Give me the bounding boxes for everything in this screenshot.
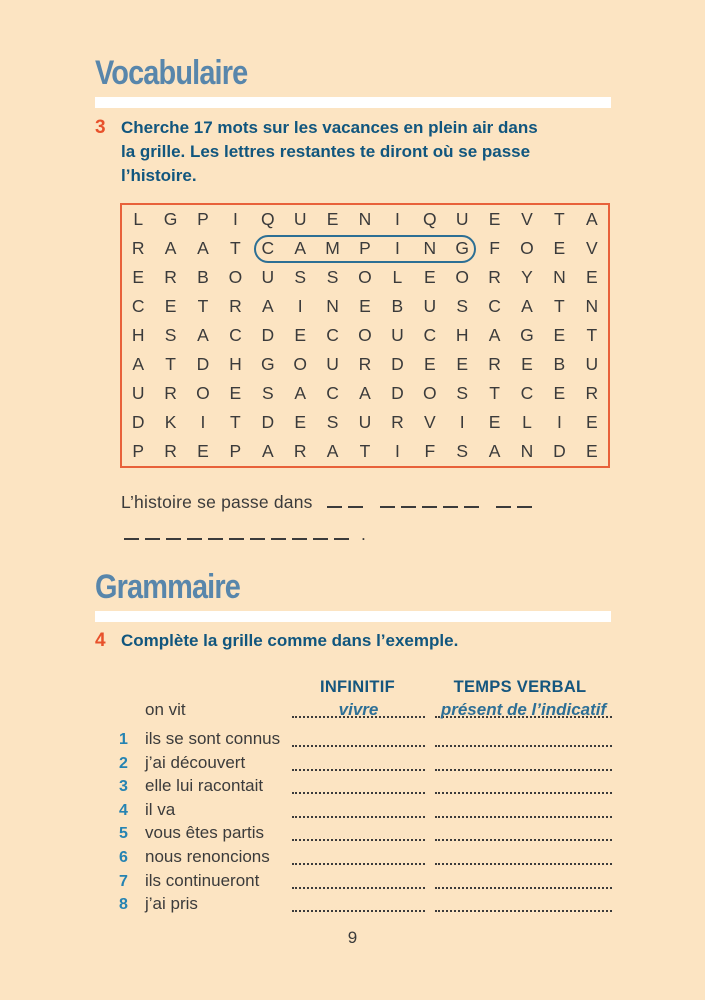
grid-letter: U (131, 383, 145, 403)
answer-blanks-line1 (324, 492, 535, 508)
infinitif-answer-line (292, 729, 425, 747)
grid-letter: I (394, 441, 400, 461)
row-number: 1 (119, 731, 128, 748)
section-divider-bar (95, 611, 611, 622)
grid-letter: F (489, 238, 500, 258)
infinitif-answer-line (292, 776, 425, 794)
temps-verbal-answer-line (435, 753, 612, 771)
grid-letter: H (131, 325, 145, 345)
answer-blank (208, 524, 223, 540)
grid-letter: A (197, 325, 209, 345)
row-number: 2 (119, 754, 128, 772)
answer-blank (250, 524, 265, 540)
verb-row (0, 821, 705, 845)
answer-blank (327, 492, 342, 508)
answer-prefix: L’histoire se passe dans (121, 492, 313, 512)
grid-letter: A (261, 296, 274, 316)
example-temps-line (435, 700, 612, 718)
verb-row (0, 774, 705, 798)
grid-letter: O (358, 267, 372, 287)
grid-letter: B (391, 296, 404, 316)
grid-letter: A (164, 238, 177, 258)
grid-letter: R (585, 383, 599, 403)
grid-letter: A (585, 209, 598, 229)
temps-verbal-answer-line (435, 894, 612, 912)
grid-letter: O (228, 267, 243, 287)
vocabulaire-heading: Vocabulaire (95, 54, 248, 92)
grid-letter: A (197, 238, 209, 258)
grid-letter: S (164, 325, 177, 345)
answer-blank (166, 524, 181, 540)
grid-letter: R (488, 267, 501, 287)
grid-letter: A (488, 325, 501, 345)
answer-blank (124, 524, 139, 540)
grid-letter: H (229, 354, 242, 374)
grid-letter: M (325, 238, 340, 258)
answer-blank (334, 524, 349, 540)
grid-letter: R (164, 383, 177, 403)
grid-letter: E (553, 383, 566, 403)
grid-letter: Q (260, 209, 275, 229)
row-number: 3 (119, 778, 128, 796)
infinitif-answer-line (292, 894, 425, 912)
grid-letter: K (164, 412, 177, 432)
grid-letter: L (392, 267, 403, 287)
answer-blank (496, 492, 511, 508)
verb-row (0, 751, 705, 775)
grid-letter: O (358, 325, 372, 345)
grid-letter: N (326, 296, 339, 316)
word-search-box (120, 203, 610, 468)
temps-verbal-answer-line (435, 847, 612, 865)
example-row (0, 698, 705, 722)
grid-letter: U (293, 209, 307, 229)
grid-letter: B (553, 354, 566, 374)
grid-letter: R (229, 296, 242, 316)
grid-letter: D (553, 441, 566, 461)
temps-verbal-header: TEMPS VERBAL (453, 678, 587, 696)
grid-letter: S (456, 383, 469, 403)
page-number: 9 (347, 928, 358, 947)
grid-letter: A (294, 383, 307, 403)
grid-letter: I (394, 209, 400, 229)
grid-letter: T (230, 238, 241, 258)
grid-letter: U (391, 325, 404, 345)
grid-letter: E (359, 296, 371, 316)
infinitif-answer-line (292, 823, 425, 841)
grid-letter: C (520, 383, 534, 403)
grid-letter: T (197, 296, 209, 316)
grid-letter: E (164, 296, 177, 316)
grid-letter: O (520, 238, 534, 258)
grid-letter: E (132, 267, 145, 287)
grid-letter: V (585, 238, 598, 258)
grid-letter: Y (521, 267, 533, 287)
grid-letter: R (164, 267, 177, 287)
verb-phrase-label: ils continueront (145, 870, 260, 890)
row-number: 5 (119, 825, 128, 843)
grid-letter: H (455, 325, 469, 345)
verb-row (0, 845, 705, 869)
grid-letter: V (521, 209, 533, 229)
grid-letter: G (455, 238, 469, 258)
grid-letter: B (197, 267, 209, 287)
grid-letter: A (294, 238, 307, 258)
grid-letter: P (229, 441, 242, 461)
circled-word-camping (254, 235, 476, 263)
answer-sentence-line1 (121, 492, 535, 513)
grid-letter: N (358, 209, 372, 229)
grid-letter: A (521, 296, 533, 316)
row-number: 4 (119, 801, 128, 819)
grid-letter: C (131, 296, 145, 316)
answer-blank (313, 524, 328, 540)
example-label: on vit (145, 700, 186, 719)
grid-letter: A (132, 354, 145, 374)
grammaire-heading: Grammaire (95, 568, 240, 606)
grid-letter: I (200, 412, 206, 432)
verb-phrase-label: nous renoncions (145, 847, 270, 866)
grid-letter: R (488, 354, 501, 374)
answer-blank (292, 524, 307, 540)
grid-letter: U (455, 209, 469, 229)
row-number: 8 (119, 896, 128, 914)
example-infinitif-answer: vivre (338, 700, 379, 719)
verb-phrase-label: ils se sont connus (145, 729, 281, 748)
grid-letter: N (553, 267, 566, 287)
grid-letter: I (297, 296, 303, 316)
temps-verbal-answer-line (435, 729, 612, 747)
grid-letter: D (196, 354, 210, 374)
temps-verbal-answer-line (435, 823, 612, 841)
example-temps-answer: présent de l’indicatif (440, 700, 607, 719)
grid-letter: E (585, 441, 598, 461)
grid-letter: G (260, 354, 275, 374)
answer-blank (145, 524, 160, 540)
grid-letter: U (358, 412, 372, 432)
exercise-4-instruction: Complète la grille comme dans l’exemple. (121, 631, 459, 650)
grid-letter: C (326, 383, 339, 403)
grid-letter: E (229, 383, 242, 403)
answer-blank (348, 492, 363, 508)
verb-phrase-label: j’ai découvert (145, 752, 246, 772)
verb-row (0, 727, 705, 751)
verb-phrase-label: elle lui racontait (145, 776, 264, 796)
verb-row (0, 869, 705, 893)
grid-letter: E (423, 354, 436, 374)
grid-letter: C (423, 325, 437, 345)
infinitif-answer-line (292, 753, 425, 771)
grid-letter: E (294, 412, 307, 432)
instruction-line: l’histoire. (121, 166, 197, 185)
temps-verbal-answer-line (435, 776, 612, 794)
grid-letter: S (326, 267, 339, 287)
exercise-4-number: 4 (95, 630, 106, 651)
grid-letter: E (456, 354, 469, 374)
infinitif-answer-line (292, 800, 425, 818)
temps-verbal-answer-line (435, 871, 612, 889)
row-number: 7 (119, 872, 128, 890)
grid-letter: S (261, 383, 274, 403)
grid-letter: G (520, 325, 534, 345)
grid-letter: P (132, 441, 145, 461)
answer-sentence-line2 (121, 524, 366, 545)
grid-letter: R (131, 238, 145, 258)
grid-letter: R (164, 441, 177, 461)
grid-letter: E (197, 441, 209, 461)
grid-letter: S (456, 441, 469, 461)
grid-letter: D (261, 325, 275, 345)
grid-letter: C (261, 238, 275, 258)
infinitif-answer-line (292, 847, 425, 865)
verb-row (0, 798, 705, 822)
grid-letter: S (326, 412, 339, 432)
section-divider-bar (95, 97, 611, 108)
exercise-3-number: 3 (95, 117, 106, 138)
verb-phrase-label: il va (145, 799, 176, 819)
answer-blank (443, 492, 458, 508)
grid-letter: D (391, 354, 404, 374)
grid-letter: L (522, 412, 532, 432)
row-number: 6 (119, 849, 128, 866)
temps-verbal-answer-line (435, 800, 612, 818)
grid-letter: U (261, 267, 275, 287)
grid-letter: V (423, 412, 436, 432)
grid-letter: S (456, 296, 469, 316)
grid-letter: C (326, 325, 339, 345)
grid-letter: T (554, 296, 565, 316)
grid-letter: I (232, 209, 238, 229)
grid-letter: U (423, 296, 437, 316)
answer-blank (517, 492, 532, 508)
grid-letter: N (520, 441, 534, 461)
grid-letter: I (394, 238, 400, 258)
grid-letter: E (423, 267, 436, 287)
grid-letter: D (131, 412, 145, 432)
grid-letter: D (391, 383, 404, 403)
grid-letter: R (391, 412, 404, 432)
grid-letter: O (455, 267, 469, 287)
verb-phrase-label: j’ai pris (145, 894, 198, 914)
grid-letter: A (261, 441, 274, 461)
grid-letter: O (196, 383, 210, 403)
grid-letter: C (488, 296, 501, 316)
infinitif-header: INFINITIF (319, 678, 396, 696)
answer-blank (422, 492, 437, 508)
exercise-3-instruction (121, 116, 538, 188)
instruction-line: la grille. Les lettres restantes te diront où se passe (121, 142, 531, 161)
grid-letter: T (554, 209, 565, 229)
grid-letter: C (229, 325, 242, 345)
grid-letter: P (197, 209, 209, 229)
grid-letter: Q (422, 209, 437, 229)
grid-letter: N (585, 296, 599, 316)
grid-letter: U (326, 354, 339, 374)
verb-phrase-label: vous êtes partis (145, 823, 265, 843)
answer-blanks-line2 (121, 524, 352, 540)
grid-letter: T (359, 441, 371, 461)
grid-letter: L (133, 209, 144, 229)
example-infinitif-line (292, 700, 425, 718)
grid-letter: U (585, 354, 599, 374)
grid-letter: E (326, 209, 339, 229)
answer-blank (401, 492, 416, 508)
grid-letter: E (488, 209, 501, 229)
answer-blank (229, 524, 244, 540)
grid-letter: E (585, 412, 598, 432)
infinitif-answer-line (292, 871, 425, 889)
answer-blank (380, 492, 395, 508)
grid-letter: S (294, 267, 307, 287)
verb-row (0, 892, 705, 916)
grid-letter: A (488, 441, 501, 461)
grid-letter: R (358, 354, 372, 374)
grid-letter: T (165, 354, 176, 374)
grid-letter: A (326, 441, 339, 461)
answer-period: . (361, 524, 367, 544)
grid-letter: T (586, 325, 598, 345)
grid-letter: T (489, 383, 500, 403)
grid-letter: T (230, 412, 241, 432)
grid-letter: E (553, 238, 566, 258)
grid-letter: E (585, 267, 598, 287)
answer-blank (271, 524, 286, 540)
grid-letter: F (424, 441, 436, 461)
answer-blank (464, 492, 479, 508)
grid-letter: D (261, 412, 275, 432)
grid-letter: R (293, 441, 307, 461)
grid-letter: E (521, 354, 533, 374)
grid-letter: E (294, 325, 307, 345)
grid-letter: O (422, 383, 437, 403)
grid-letter: I (459, 412, 465, 432)
grid-letter: P (359, 238, 371, 258)
grid-letter: G (163, 209, 178, 229)
grid-letter: N (423, 238, 437, 258)
instruction-line: Cherche 17 mots sur les vacances en plein air dans (121, 118, 538, 137)
grid-letter: I (556, 412, 562, 432)
verb-rows (0, 727, 705, 925)
answer-blank (187, 524, 202, 540)
grid-letter: E (488, 412, 501, 432)
grid-letter: A (359, 383, 371, 403)
grid-letter: O (293, 354, 307, 374)
grid-letter: E (553, 325, 566, 345)
